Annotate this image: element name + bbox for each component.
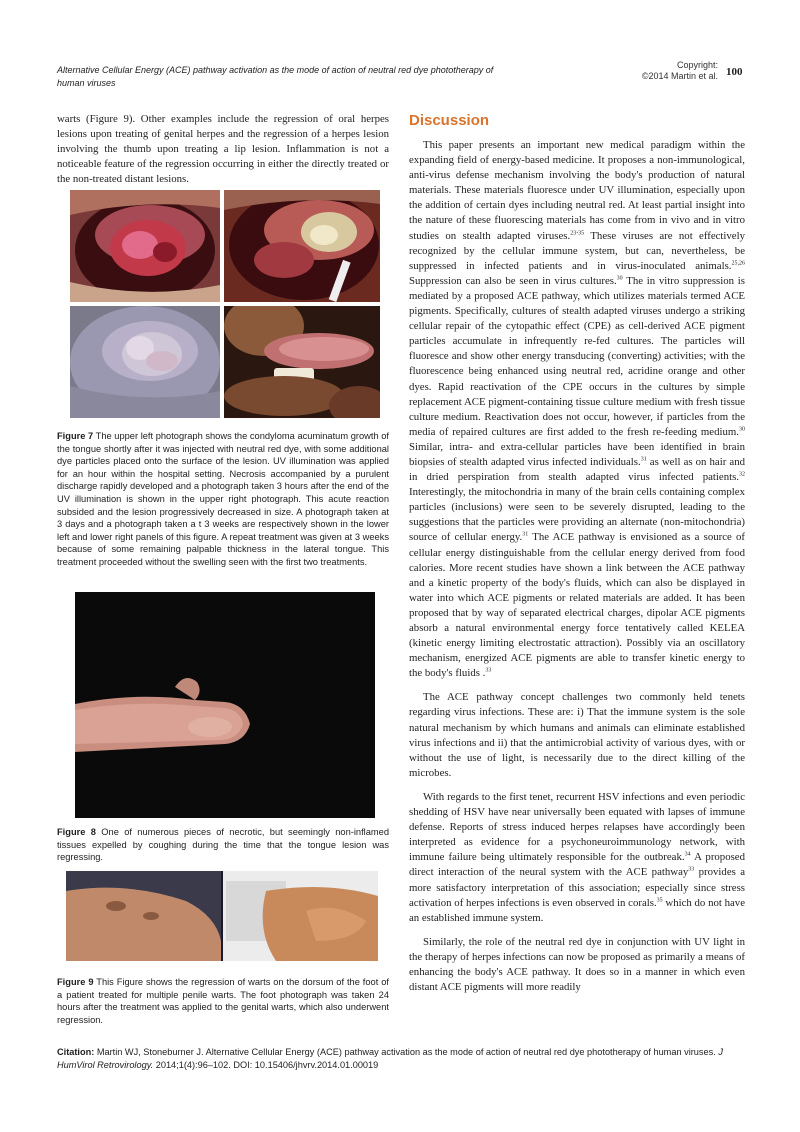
discussion-paragraph-3 xyxy=(409,790,745,926)
right-column xyxy=(409,112,745,995)
p3-ref-2: 33 xyxy=(688,866,695,873)
figure8-label: Figure 8 xyxy=(57,827,96,837)
discussion-paragraph-2: The ACE pathway concept challenges two commonly held tenets regarding virus infections. These are: i) That the immune system is the sole natural mechanism by which humans and animals can eliminate established virus infections and ii) that the antimicrobial activity of various dyes, with or without the use of light, is necessarily due to the direct killing of the microbes. xyxy=(409,691,745,779)
left-column xyxy=(57,112,389,187)
p3-text-2: A proposed direct interaction of the neural system with the ACE pathway xyxy=(409,851,745,879)
figure9-photo xyxy=(66,871,378,961)
intro-paragraph: warts (Figure 9). Other examples include the regression of oral herpes lesions upon treating of genital herpes and the regression of a herpes lesion involving the thumb upon treating a lip lesion. Inflammation is not a noticeable feature of the regression occurring in either the directly treated or the non-treated distant lesions. xyxy=(57,113,389,186)
p1-text-3: Suppression can also be seen in virus cultures. xyxy=(409,274,617,287)
figure7-label: Figure 7 xyxy=(57,431,94,441)
p3-text-3: provides a more satisfactory interpretation of this association; especially since stress activation of herpes infections is even observed in corals. xyxy=(409,866,745,909)
p1-text-1: This paper presents an important new medical paradigm within the expanding field of energy-based medicine. It proposes a non-immunological, anti-virus defense mechanism involving the body's production of natural materials. These materials fluoresce under UV illumination, especially upon the addition of certain dyes including neutral red. At least partial insight into the nature of these fluorescing materials has come from in vivo and in vitro studies on stealth adapted viruses. xyxy=(409,139,745,242)
figure7-photo-lower-right xyxy=(224,306,380,418)
discussion-heading: Discussion xyxy=(409,112,490,129)
p1-text-2: These viruses are not effectively recognized by the cellular immune system, but can, nevertheless, be suppressed in infected patients and in virus-inoculated animals. xyxy=(409,229,745,272)
p1-text-4: The in vitro suppression is mediated by a proposed ACE pathway, which utilizes materials termed ACE pigments. Specifically, cultures of stealth adapted viruses undergo a striking cellular repair of the cytopathic effect (CPE) as cell-derived ACE pigment particles accumulate in infrequently re-fed cultures. The particles will fluoresce and show other energy transducing (converting) activities; with the fluorescence being enhanced using neutral red, acridine orange and other dyes. Rapid reactivation of the CPE occurs in the cultures by simple replacement ACE pigment-containing tissue culture medium with fresh tissue culture medium. Reactivation does not occur, however, if particles from the media of repaired cultures are first added to the fresh re-feeding medium. xyxy=(409,274,745,438)
p3-ref-3: 35 xyxy=(656,897,663,903)
running-header-title: Alternative Cellular Energy (ACE) pathway activation as the mode of action of neutral red dye phototherapy of human viruses xyxy=(57,65,494,88)
citation-footer xyxy=(57,1046,747,1072)
p1-text-7: Interestingly, the mitochondria in many of the brain cells containing complex particles (inclusions) were seen to be severely disrupted, leading to the suggestions that the particles were providing an alternate (non-mitochondria) source of cellular energy. xyxy=(409,486,745,544)
p1-ref-4: 30 xyxy=(739,426,745,433)
figure8-caption xyxy=(57,826,389,864)
figure9-caption xyxy=(57,976,389,1026)
p3-text-1: With regards to the first tenet, recurrent HSV infections and even periodic shedding of HSV have near universally been equated with lapses of immune defense. Reports of stress induced herpes relapses have accordingly been interpreted as evidence for a psychoneuroimmunology network, with immune failure being ultimately responsible for the outbreak. xyxy=(409,790,745,864)
p1-ref-2: 25,26 xyxy=(731,260,745,267)
p1-ref-6: 32 xyxy=(739,471,745,478)
figure7-photo-lower-left xyxy=(70,306,220,418)
citation-text-2: 2014;1(4):96‒102. DOI: 10.15406/jhvrv.2014.01.00019 xyxy=(153,1060,379,1070)
page-number: 100 xyxy=(726,66,743,78)
copyright-label: Copyright: xyxy=(676,60,718,70)
p1-ref-8: 33 xyxy=(485,667,492,674)
citation-text-1: Martin WJ, Stoneburner J. Alternative Cellular Energy (ACE) pathway activation as the mode of action of neutral red dye phototherapy of human viruses. xyxy=(94,1047,719,1057)
discussion-paragraph-1 xyxy=(409,138,745,681)
figure9-caption-text: This Figure shows the regression of warts on the dorsum of the foot of a patient treated for multiple penile warts. The foot photograph was taken 24 hours after the treatment was applied to the genital warts, which also underwent regression. xyxy=(57,977,389,1025)
figure7-photo-upper-right xyxy=(224,190,380,302)
figure7-photo-upper-left xyxy=(70,190,220,302)
figure8-photo xyxy=(75,592,375,818)
p1-text-8: The ACE pathway is envisioned as a source of cellular energy distinguishable from the cellular energy derived from food calories. More recent studies have shown a link between the ACE pathway and a kinetic property of the body's fluids, which can also be displayed in water into which ACE pigments or related materials are added. It has been proposed that by way of separated electrical charges, dipolar ACE pigments absorb a natural environmental energy force tentatively called KELEA (kinetic energy limiting electrostatic attraction). Possibly via an oscillatory mechanism, energized ACE pigments are able to transfer kinetic energy to the body's fluids . xyxy=(409,531,745,680)
discussion-paragraph-4: Similarly, the role of the neutral red dye in conjunction with UV light in the therapy of herpes infections can now be proposed as primarily a means of enhancing the body's ACE pathway. It does so in a manner in which even distant ACE pigments will more readily xyxy=(409,935,745,994)
citation-label: Citation: xyxy=(57,1047,95,1057)
copyright-notice xyxy=(610,60,718,82)
figure7-caption-text: The upper left photograph shows the condyloma acuminatum growth of the tongue shortly after it was injected with neutral red dye, with some additional dye particles placed onto the surface of the lesion. UV illumination was applied for an hour within the hospital setting. Necrosis accompanied by a purulent discharge rapidly developed and a photograph taken 3 hours after the end of the UV illumination is shown in the upper right photograph. This acute reaction subsided and the lesion progressively decreased in size. A photograph taken at 3 days and a photograph taken a t 3 weeks are respectively shown in the lower left and lower right panels of this figure. A repeat treatment was given at 3 weeks because of some remaining palpable thickness in the lateral tongue. This treatment proceeded without the swelling seen with the first two treatments. xyxy=(57,431,389,567)
p1-ref-1: 23-35 xyxy=(570,229,585,236)
copyright-line: ©2014 Martin et al. xyxy=(641,71,718,81)
figure9-label: Figure 9 xyxy=(57,977,94,987)
p1-text-6: as well as on hair and in dried perspiration from stealth adapted virus infected patients. xyxy=(409,455,745,484)
p1-text-5: Similar, intra- and extra-cellular particles have been identified in brain biopsies of stealth adapted virus infected individuals. xyxy=(409,440,745,468)
p1-ref-3: 30 xyxy=(616,275,623,282)
p1-ref-7: 31 xyxy=(522,531,529,538)
p1-ref-5: 31 xyxy=(640,456,647,463)
figure7-caption xyxy=(57,430,389,569)
p3-text-4: which do not have an established immune system. xyxy=(409,896,745,924)
citation-journal: J HumVirol Retrovirology. xyxy=(57,1047,723,1070)
figure8-caption-text: One of numerous pieces of necrotic, but seemingly non-inflamed tissues expelled by coughing during the time that the tongue lesion was regressing. xyxy=(57,827,390,863)
p3-ref-1: 34 xyxy=(684,851,691,858)
